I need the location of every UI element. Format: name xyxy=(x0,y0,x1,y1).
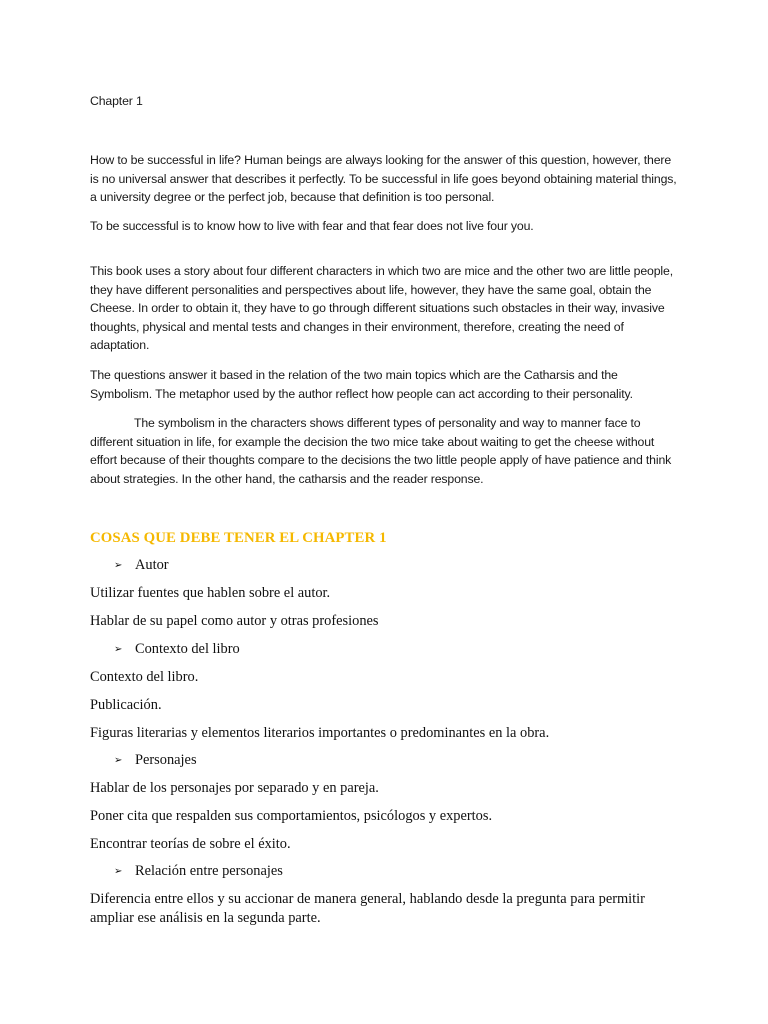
bullet-item-relacion xyxy=(114,862,674,881)
arrowhead-bullet-icon: ➢ xyxy=(114,644,123,655)
arrowhead-bullet-icon: ➢ xyxy=(114,866,123,877)
note-line: Encontrar teorías de sobre el éxito. xyxy=(90,836,291,852)
chapter-title: Chapter 1 xyxy=(90,94,143,108)
note-line: Utilizar fuentes que hablen sobre el autor. xyxy=(90,585,331,601)
note-line: Publicación. xyxy=(90,697,162,713)
note-line: Contexto del libro. xyxy=(90,669,199,685)
paragraph-catharsis-symbolism: The questions answer it based in the relation of the two main topics which are the Catharsis and the Symbolism. The metaphor used by the author reflect how people can act according to their personality. xyxy=(90,368,633,401)
paragraph-book-story: This book uses a story about four different characters in which two are mice and the other two are little people, they have different personalities and perspectives about life, however, they have the same goal, obtain the Cheese. In order to obtain it, they have to go through different situations such obstacles in their way, invasive thoughts, physical and mental tests and changes in their environment, therefore, creating the need of adaptation. xyxy=(90,264,673,353)
bullet-item-autor xyxy=(114,556,674,575)
note-line: Poner cita que respalden sus comportamientos, psicólogos y expertos. xyxy=(90,808,493,824)
bullet-item-label: Contexto del libro xyxy=(135,641,240,657)
paragraph-symbolism-characters: The symbolism in the characters shows different types of personality and way to manner face to different situation in life, for example the decision the two mice take about waiting to get the cheese without effort because of their thoughts compare to the decisions the two little people apply of have patience and think about strategies. In the other hand, the catharsis and the reader response. xyxy=(90,416,672,486)
bullet-item-personajes xyxy=(114,751,674,770)
bullet-item-contexto xyxy=(114,640,674,659)
bullet-item-label: Relación entre personajes xyxy=(135,863,283,879)
note-line: Diferencia entre ellos y su accionar de manera general, hablando desde la pregunta para permitir ampliar ese análisis en la segunda parte. xyxy=(90,891,645,926)
note-line: Figuras literarias y elementos literarios importantes o predominantes en la obra. xyxy=(90,725,550,741)
bullet-item-label: Personajes xyxy=(135,752,197,768)
paragraph-success-fear: To be successful is to know how to live with fear and that fear does not live four you. xyxy=(90,219,534,233)
bullet-item-label: Autor xyxy=(135,557,169,573)
note-line: Hablar de los personajes por separado y en pareja. xyxy=(90,780,379,796)
arrowhead-bullet-icon: ➢ xyxy=(114,755,123,766)
paragraph-success-question: How to be successful in life? Human beings are always looking for the answer of this question, however, there is no universal answer that describes it perfectly. To be successful in life goes beyond obtaining material things, a university degree or the perfect job, because that definition is too personal. xyxy=(90,153,677,205)
arrowhead-bullet-icon: ➢ xyxy=(114,560,123,571)
note-line: Hablar de su papel como autor y otras profesiones xyxy=(90,613,379,629)
notes-heading: COSAS QUE DEBE TENER EL CHAPTER 1 xyxy=(90,530,387,546)
